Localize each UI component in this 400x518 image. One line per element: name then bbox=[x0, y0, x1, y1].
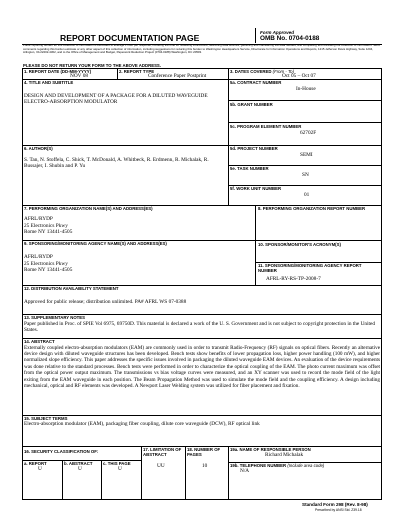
performing-report-label: 8. PERFORMING ORGANIZATION REPORT NUMBER bbox=[258, 206, 366, 211]
sponsoring-agency-label: 9. SPONSORING/MONITORING AGENCY NAME(S) AND ADDRESS(ES) bbox=[24, 241, 167, 246]
report-date-label: 1. REPORT DATE (DD-MM-YYYY) bbox=[24, 69, 92, 74]
work-unit-label: 5f. WORK UNIT NUMBER bbox=[230, 186, 282, 191]
report-date-value: NOV 08 bbox=[70, 73, 89, 79]
work-unit-value: 01 bbox=[304, 192, 310, 198]
form-title: REPORT DOCUMENTATION PAGE bbox=[60, 33, 200, 43]
page-class-label: c. THIS PAGE bbox=[103, 461, 131, 466]
contract-number-value: In-House bbox=[296, 86, 316, 92]
abstract-class-value: U bbox=[78, 466, 82, 472]
abstract-value: Externally coupled electro-absorption modulators (EAM) are commonly used in order to transmit Radio-Frequency (RF) signals on optical fibers. Recently an alternative device design with diluted waveguide structures has been developed. Bench tests show benefits of lower propagation loss, higher power handling (100 mW), and higher normalized slope efficiency. This paper addresses the specific issues involved in packaging the diluted waveguide EAM devices. An evaluation of the device requirements was done relative to the standard processes. Bench tests were performed in order to characterize the optical coupling of the EAM. The photo current maximum was offset from the optical power output maximum. The transmissions vs bias voltage curves were measured, and an XY scanner was used to record the mode field of the light exiting from the EAM waveguide in each position. The Beam Propagation Method was used to simulate the mode field and the coupling efficiency. A design including mechanical, optical and RF elements was developed. A Newport Laser Welding system was utilized for fiber placement and fixation. bbox=[24, 344, 380, 389]
report-type-label: 2. REPORT TYPE bbox=[119, 69, 155, 74]
report-type-value: Conference Paper Postprint bbox=[148, 73, 207, 79]
dates-covered-label-suffix: (From - To) bbox=[272, 69, 294, 74]
authors-label: 6. AUTHOR(S) bbox=[24, 146, 53, 151]
subject-terms-label: 15. SUBJECT TERMS bbox=[24, 416, 68, 421]
responsible-person-value: Richard Michalak bbox=[265, 452, 304, 458]
contract-number-label: 5a. CONTRACT NUMBER bbox=[230, 80, 282, 85]
performing-org-line-1: AFRL/RYDP bbox=[24, 216, 53, 222]
num-pages-value: 10 bbox=[202, 463, 208, 469]
telephone-value: N/A bbox=[240, 468, 250, 474]
dates-covered-label-text: 3. DATES COVERED bbox=[230, 69, 272, 74]
sponsor-acronym-label: 10. SPONSOR/MONITOR'S ACRONYM(S) bbox=[258, 242, 341, 247]
security-classification-label: 16. SECURITY CLASSIFICATION OF: bbox=[24, 449, 99, 454]
program-element-value: 62702F bbox=[300, 130, 317, 136]
telephone-label-text: 19b. TELEPHONE NUMBER bbox=[230, 463, 287, 468]
report-class-value: U bbox=[38, 466, 42, 472]
performing-org-line-2: 25 Electronics Pkwy bbox=[24, 222, 68, 229]
subject-terms-value: Electro-absorption modulator (EAM), packaging fiber coupling, dilute core waveguide (DCW), RF optical link bbox=[24, 421, 260, 427]
distribution-label: 12. DISTRIBUTION AVAILABILITY STATEMENT bbox=[24, 286, 119, 291]
sponsoring-agency-line-3: Rome NY 13441-4505 bbox=[24, 267, 73, 273]
dates-covered-value: Oct 05 – Oct 07 bbox=[282, 73, 316, 79]
performing-org-label: 7. PERFORMING ORGANIZATION NAME(S) AND ADDRESS(ES) bbox=[24, 206, 153, 211]
grant-number-label: 5b. GRANT NUMBER bbox=[230, 102, 273, 107]
num-pages-label: 18. NUMBER OF PAGES bbox=[187, 447, 221, 457]
authors-value: S. Tan, N. Stoffela, C. Shick, T. McDonald, A. Whitbeck, R. Erdmenn, R. Michalak, R. Bussajer, I. Shubin and P. Yu bbox=[24, 157, 209, 170]
prescribed-note: Prescribed by ANSI Std. Z39.18 bbox=[315, 508, 362, 512]
project-number-label: 5d. PROJECT NUMBER bbox=[230, 146, 278, 151]
abstract-label: 14. ABSTRACT bbox=[24, 339, 55, 344]
title-subtitle-label: 4. TITLE AND SUBTITLE bbox=[24, 80, 74, 85]
task-number-value: SN bbox=[302, 172, 309, 178]
limitation-label: 17. LIMITATION OF ABSTRACT bbox=[143, 447, 182, 457]
performing-org-line-3: Rome NY 13441-4505 bbox=[24, 229, 73, 235]
sponsoring-agency-line-2: 25 Electronics Pkwy bbox=[24, 260, 68, 267]
sponsoring-agency-line-1: AFRL/RYDP bbox=[24, 254, 53, 260]
limitation-value: UU bbox=[157, 463, 165, 469]
task-number-label: 5e. TASK NUMBER bbox=[230, 166, 269, 171]
program-element-label: 5c. PROGRAM ELEMENT NUMBER bbox=[230, 124, 302, 129]
telephone-label-suffix: (Include area code) bbox=[287, 463, 325, 468]
sponsor-report-value: AFRL-RY-RS-TP-2008-7 bbox=[266, 276, 321, 282]
responsible-person-label: 19a. NAME OF RESPONSIBLE PERSON bbox=[230, 447, 311, 452]
form-name: Standard Form 298 (Rev. 8-98) bbox=[302, 502, 368, 507]
burden-statement: Public reporting burden for this collection of information is estimated to average 1 hour per response, including the time for reviewing instructions, searching data sources, gathering and maintaining the data needed, and completing and reviewing the collection of information. Send comments regarding this burden estimate or any other aspect of this collection of information, including suggestions for reducing this burden to Washington Headquarters Service, Directorate for Information Operations and Reports, 1215 Jefferson Davis Highway, Suite 1204, Arlington, VA 22202-4302, and to the Office of Management and Budget, Paperwork Reduction Project (0704-0188) Washington, DC 20503. bbox=[23, 43, 380, 55]
omb-number: OMB No. 0704-0188 bbox=[260, 35, 320, 42]
project-number-value: SEMI bbox=[300, 152, 313, 158]
form-frame bbox=[22, 68, 382, 500]
do-not-return-notice: PLEASE DO NOT RETURN YOUR FORM TO THE ABOVE ADDRESS. bbox=[23, 63, 161, 68]
report-class-label: a. REPORT bbox=[24, 461, 47, 466]
supplementary-label: 13. SUPPLEMENTARY NOTES bbox=[24, 315, 86, 320]
form-approved: Form Approved bbox=[260, 30, 295, 35]
page-class-value: U bbox=[118, 466, 122, 472]
title-subtitle-value: DESIGN AND DEVELOPMENT OF A PACKAGE FOR A DILUTED WAVEGUIDE ELECTRO-ABSORPTION MODULATOR bbox=[24, 93, 208, 106]
supplementary-value: Paper published in Proc. of SPIE Vol 6975, 69750D. This material is declared a work of the U. S. Government and is not subject to copyright protection in the United States. bbox=[24, 321, 376, 334]
sponsor-report-label: 11. SPONSORING/MONITORING AGENCY REPORT NUMBER bbox=[258, 263, 362, 273]
abstract-class-label: b. ABSTRACT bbox=[64, 461, 93, 466]
distribution-value: Approved for public release; distribution unlimited. PA# AFRL WS 07-0388 bbox=[24, 299, 187, 305]
